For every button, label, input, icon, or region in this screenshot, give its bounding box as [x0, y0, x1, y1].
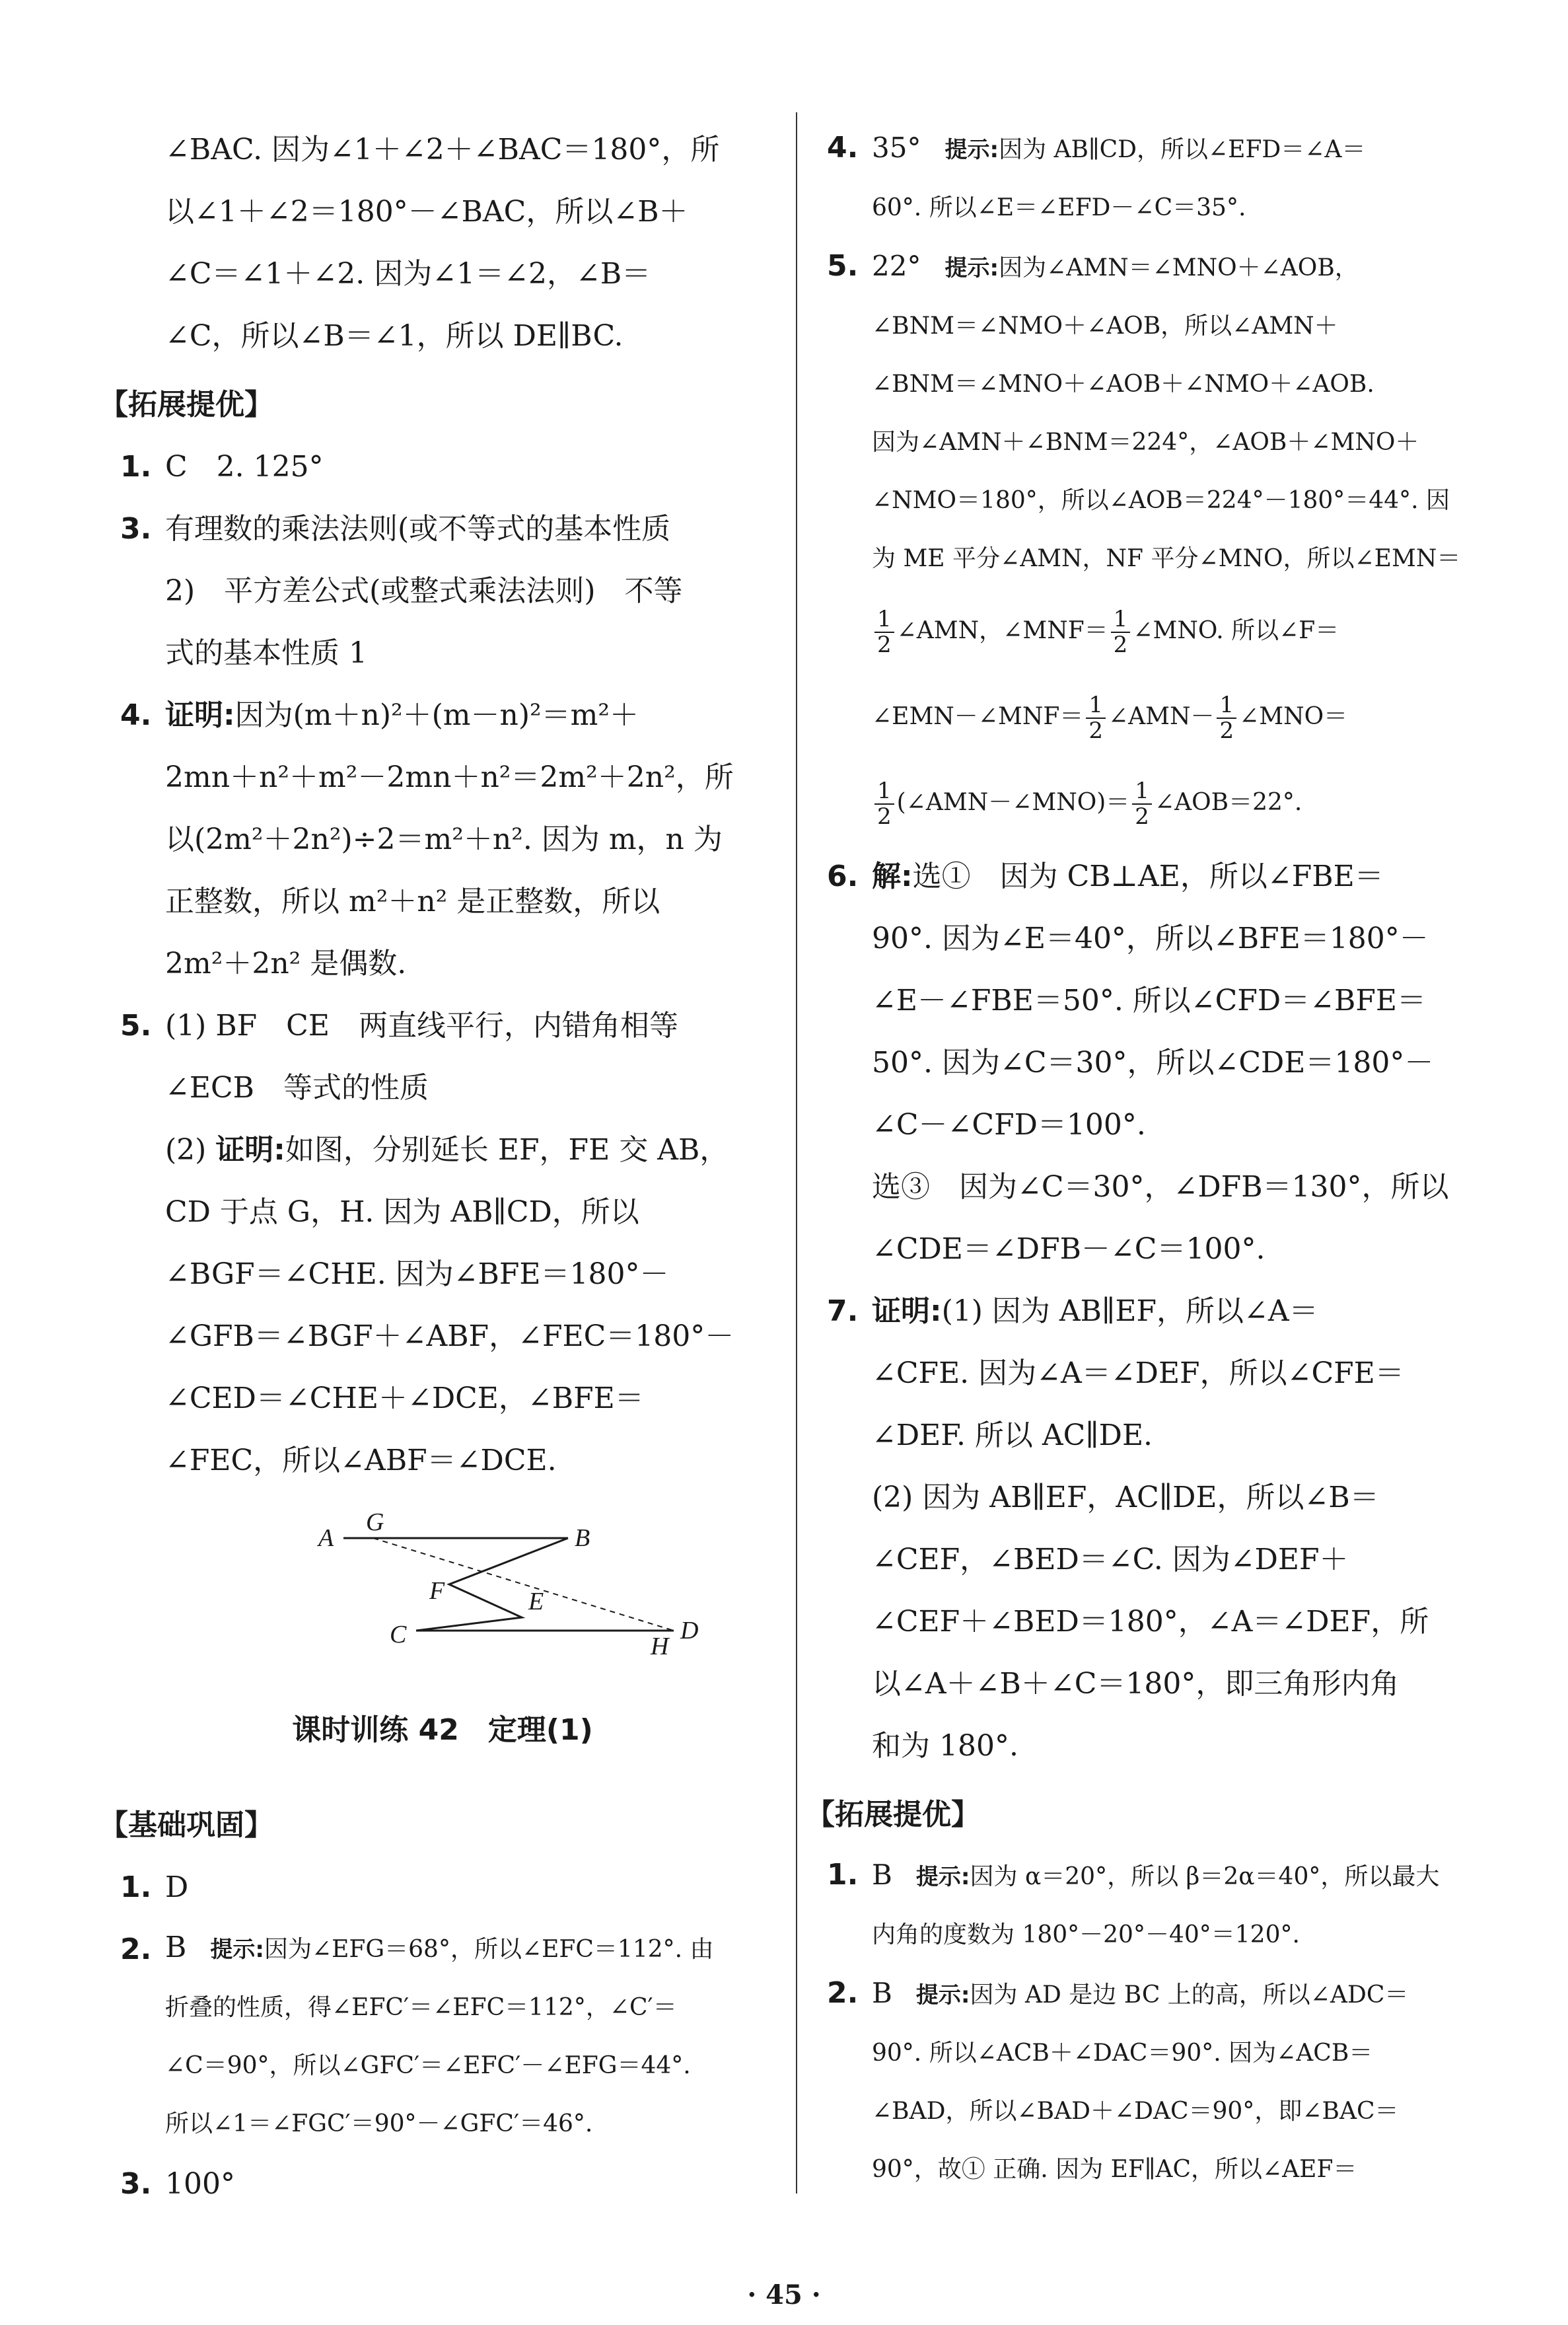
numerator: 1 — [1132, 779, 1152, 805]
text-line: 90°，故① 正确. 因为 EF∥AC，所以∠AEF＝ — [872, 2156, 1357, 2183]
text-span: (∠AMN－∠MNO)＝ — [896, 789, 1130, 816]
denominator: 2 — [1113, 632, 1128, 658]
answer-item-3 — [112, 498, 773, 684]
text-line — [872, 1846, 1479, 1906]
text-line: 90°. 因为∠E＝40°，所以∠BFE＝180°－ — [872, 922, 1429, 955]
text-line: CD 于点 G，H. 因为 AB∥CD，所以 — [165, 1195, 639, 1229]
text-line: ∠DEF. 所以 AC∥DE. — [872, 1419, 1153, 1452]
text-line — [165, 1119, 773, 1181]
text-line: ∠C－∠CFD＝100°. — [872, 1108, 1146, 1142]
geometry-figure — [112, 1498, 773, 1686]
basic-item-3 — [112, 2153, 773, 2215]
parallel-lines-diagram — [112, 1498, 773, 1683]
text-span: ∠AMN－ — [1108, 703, 1215, 730]
proof-label: 证明: — [215, 1133, 285, 1167]
text-line: ∠CEF＋∠BED＝180°，∠A＝∠DEF，所 — [872, 1605, 1429, 1639]
answer-choice: B — [165, 1931, 187, 1964]
label-e: E — [528, 1588, 544, 1615]
section-heading: 【拓展提优】 — [99, 388, 273, 422]
dashed-line-gh — [373, 1538, 674, 1631]
text-line: 2mn＋n²＋m²－2mn＋n²＝2m²＋2n²，所 — [165, 760, 734, 794]
text-line: ∠C＝∠1＋∠2. 因为∠1＝∠2，∠B＝ — [165, 257, 651, 291]
text-line: ∠E－∠FBE＝50°. 所以∠CFD＝∠BFE＝ — [872, 984, 1426, 1017]
label-d: D — [680, 1617, 699, 1644]
answer-item-5 — [112, 995, 773, 1492]
basic-item-2 — [112, 1919, 773, 2153]
text-line: 2) 平方差公式(或整式乘法法则) 不等 — [165, 574, 683, 608]
text-line: 为 ME 平分∠AMN，NF 平分∠MNO，所以∠EMN＝ — [872, 545, 1461, 572]
text-line: (1) BF CE 两直线平行，内错角相等 — [165, 1009, 678, 1043]
answer-text: D — [165, 1870, 189, 1904]
label-g: G — [366, 1508, 384, 1536]
text-line: 折叠的性质，得∠EFC′＝∠EFC＝112°，∠C′＝ — [165, 1994, 677, 2021]
text-span: (2) — [165, 1133, 216, 1167]
text-line — [872, 846, 1479, 908]
extend-item-1 — [819, 1846, 1479, 1964]
text-span: 如图，分别延长 EF，FE 交 AB， — [285, 1133, 729, 1167]
hint-label: 提示: — [210, 1937, 264, 1963]
text-line: ∠CEF，∠BED＝∠C. 因为∠DEF＋ — [872, 1543, 1349, 1576]
text-line: 和为 180°. — [872, 1729, 1018, 1763]
answer-item-7r — [819, 1280, 1479, 1777]
text-line: 正整数，所以 m²＋n² 是正整数，所以 — [165, 885, 660, 918]
text-line: 式的基本性质 1 — [165, 636, 367, 670]
text-line — [872, 1964, 1479, 2024]
item-number: 3. — [120, 2167, 152, 2201]
fraction-line — [872, 674, 1479, 760]
item-number: 2. — [827, 1976, 859, 2010]
item-number: 4. — [827, 131, 859, 165]
text-line: ∠CDE＝∠DFB－∠C＝100°. — [872, 1232, 1265, 1266]
text-line: ∠BGF＝∠CHE. 因为∠BFE＝180°－ — [165, 1257, 669, 1291]
text-line: ∠GFB＝∠BGF＋∠ABF，∠FEC＝180°－ — [165, 1319, 734, 1353]
label-h: H — [651, 1633, 669, 1660]
text-span: (1) 因为 AB∥EF，所以∠A＝ — [941, 1294, 1318, 1328]
item-number: 7. — [827, 1294, 859, 1328]
text-line: ∠BNM＝∠NMO＋∠AOB，所以∠AMN＋ — [872, 313, 1338, 340]
denominator: 2 — [1135, 803, 1149, 830]
text-span: 因为 α＝20°，所以 β＝2α＝40°，所以最大 — [970, 1863, 1440, 1890]
text-span: ∠EMN－∠MNF＝ — [872, 703, 1084, 730]
text-line: ∠FEC，所以∠ABF＝∠DCE. — [165, 1444, 557, 1477]
text-line — [165, 684, 773, 747]
hint-label: 提示: — [915, 1864, 970, 1890]
answer-item-4 — [112, 684, 773, 995]
item-number: 5. — [827, 249, 859, 283]
text-line: ∠CED＝∠CHE＋∠DCE，∠BFE＝ — [165, 1382, 644, 1415]
left-column — [99, 119, 773, 2215]
text-line: 所以∠1＝∠FGC′＝90°－∠GFC′＝46°. — [165, 2110, 593, 2137]
text-line: 50°. 因为∠C＝30°，所以∠CDE＝180°－ — [872, 1046, 1434, 1080]
text-line: ∠C＝90°，所以∠GFC′＝∠EFC′－∠EFG＝44°. — [165, 2052, 691, 2079]
numerator: 1 — [874, 779, 894, 805]
text-line: 2m²＋2n² 是偶数. — [165, 947, 407, 980]
continued-proof — [112, 119, 773, 367]
text-span: 因为 AD 是边 BC 上的高，所以∠ADC＝ — [970, 1981, 1409, 2009]
fraction-line — [872, 588, 1479, 674]
text-line: ∠BAD，所以∠BAD＋∠DAC＝90°，即∠BAC＝ — [872, 2098, 1399, 2125]
fraction-line — [872, 760, 1479, 846]
text-line — [872, 119, 1479, 179]
denominator: 2 — [877, 632, 892, 658]
text-span: ∠MNO＝ — [1239, 703, 1348, 730]
numerator: 1 — [874, 607, 894, 633]
label-c: C — [390, 1621, 407, 1648]
text-line: ∠ECB 等式的性质 — [165, 1071, 429, 1105]
extend-item-2 — [819, 1964, 1479, 2199]
text-line: 内角的度数为 180°－20°－40°＝120°. — [872, 1921, 1300, 1948]
item-number: 1. — [120, 450, 152, 484]
item-number: 1. — [827, 1858, 859, 1892]
fraction-half — [874, 607, 894, 658]
text-span: 因为∠AMN＝∠MNO＋∠AOB， — [999, 254, 1359, 281]
text-span: 因为(m＋n)²＋(m－n)²＝m²＋ — [234, 698, 639, 732]
denominator: 2 — [1088, 718, 1103, 744]
numerator: 1 — [1217, 693, 1236, 719]
answer-text: 100° — [165, 2167, 235, 2201]
right-column — [806, 119, 1479, 2199]
text-line: ∠BNM＝∠MNO＋∠AOB＋∠NMO＋∠AOB. — [872, 371, 1374, 398]
text-span: 因为∠EFG＝68°，所以∠EFC＝112°. 由 — [264, 1936, 714, 1963]
text-line: 90°. 所以∠ACB＋∠DAC＝90°. 因为∠ACB＝ — [872, 2040, 1373, 2067]
item-number: 3. — [120, 512, 152, 546]
denominator: 2 — [1219, 718, 1234, 744]
item-number: 4. — [120, 698, 152, 732]
label-b: B — [575, 1524, 590, 1552]
numerator: 1 — [1111, 607, 1131, 633]
fraction-half — [1217, 693, 1236, 744]
item-number: 1. — [120, 1870, 152, 1904]
text-line: ∠CFE. 因为∠A＝∠DEF，所以∠CFE＝ — [872, 1356, 1404, 1390]
text-line: 以(2m²＋2n²)÷2＝m²＋n². 因为 m，n 为 — [165, 823, 723, 856]
text-span: ∠AOB＝22°. — [1154, 789, 1302, 816]
proof-label: 证明: — [872, 1294, 942, 1328]
text-line: ∠C，所以∠B＝∠1，所以 DE∥BC. — [165, 319, 624, 353]
label-f: F — [429, 1577, 445, 1605]
item-number: 6. — [827, 860, 859, 893]
hint-label: 提示: — [944, 255, 999, 281]
answer-item-6r — [819, 846, 1479, 1280]
text-line: (2) 因为 AB∥EF，AC∥DE，所以∠B＝ — [872, 1481, 1379, 1514]
label-a: A — [318, 1524, 334, 1552]
text-span: ∠MNO. 所以∠F＝ — [1133, 617, 1339, 644]
answer-item-4r — [819, 119, 1479, 237]
numerator: 1 — [1086, 693, 1106, 719]
text-line: 有理数的乘法法则(或不等式的基本性质 — [165, 512, 671, 546]
text-line — [872, 1280, 1479, 1343]
hint-label: 提示: — [944, 137, 999, 163]
answer-text: C 2. 125° — [165, 450, 324, 484]
text-span: 因为 AB∥CD，所以∠EFD＝∠A＝ — [999, 136, 1366, 163]
section-heading: 【基础巩固】 — [99, 1808, 273, 1842]
text-line: 以∠1＋∠2＝180°－∠BAC，所以∠B＋ — [165, 195, 688, 229]
item-number: 5. — [120, 1009, 152, 1043]
text-line: 60°. 所以∠E＝∠EFD－∠C＝35°. — [872, 194, 1246, 221]
item-number: 2. — [120, 1933, 152, 1966]
answer-item-1 — [112, 436, 773, 498]
denominator: 2 — [877, 803, 892, 830]
text-line: 因为∠AMN＋∠BNM＝224°，∠AOB＋∠MNO＋ — [872, 429, 1419, 456]
lesson-title: 课时训练 42 定理(1) — [292, 1713, 593, 1747]
section-heading: 【拓展提优】 — [806, 1798, 980, 1831]
text-line — [872, 237, 1479, 297]
text-line: ∠BAC. 因为∠1＋∠2＋∠BAC＝180°，所 — [165, 133, 720, 166]
text-line: 选③ 因为∠C＝30°，∠DFB＝130°，所以 — [872, 1170, 1449, 1204]
answer-choice: B — [872, 1859, 892, 1891]
proof-label: 证明: — [165, 698, 235, 732]
column-divider — [796, 112, 797, 2194]
text-line: ∠NMO＝180°，所以∠AOB＝224°－180°＝44°. 因 — [872, 487, 1450, 514]
text-line — [165, 1919, 773, 1979]
text-span: ∠AMN，∠MNF＝ — [896, 617, 1108, 644]
solution-label: 解: — [872, 860, 913, 893]
answer-value: 22° — [872, 250, 921, 282]
answer-item-5r — [819, 237, 1479, 846]
hint-label: 提示: — [915, 1982, 970, 2009]
answer-value: 35° — [872, 131, 921, 164]
page-number: · 45 · — [747, 2279, 821, 2310]
answer-choice: B — [872, 1977, 892, 2009]
fraction-half — [1132, 779, 1152, 830]
text-span: 选① 因为 CB⊥AE，所以∠FBE＝ — [912, 860, 1384, 893]
fraction-half — [874, 779, 894, 830]
fraction-half — [1111, 607, 1131, 658]
text-line: 以∠A＋∠B＋∠C＝180°，即三角形内角 — [872, 1667, 1400, 1701]
basic-item-1 — [112, 1857, 773, 1919]
fraction-half — [1086, 693, 1106, 744]
